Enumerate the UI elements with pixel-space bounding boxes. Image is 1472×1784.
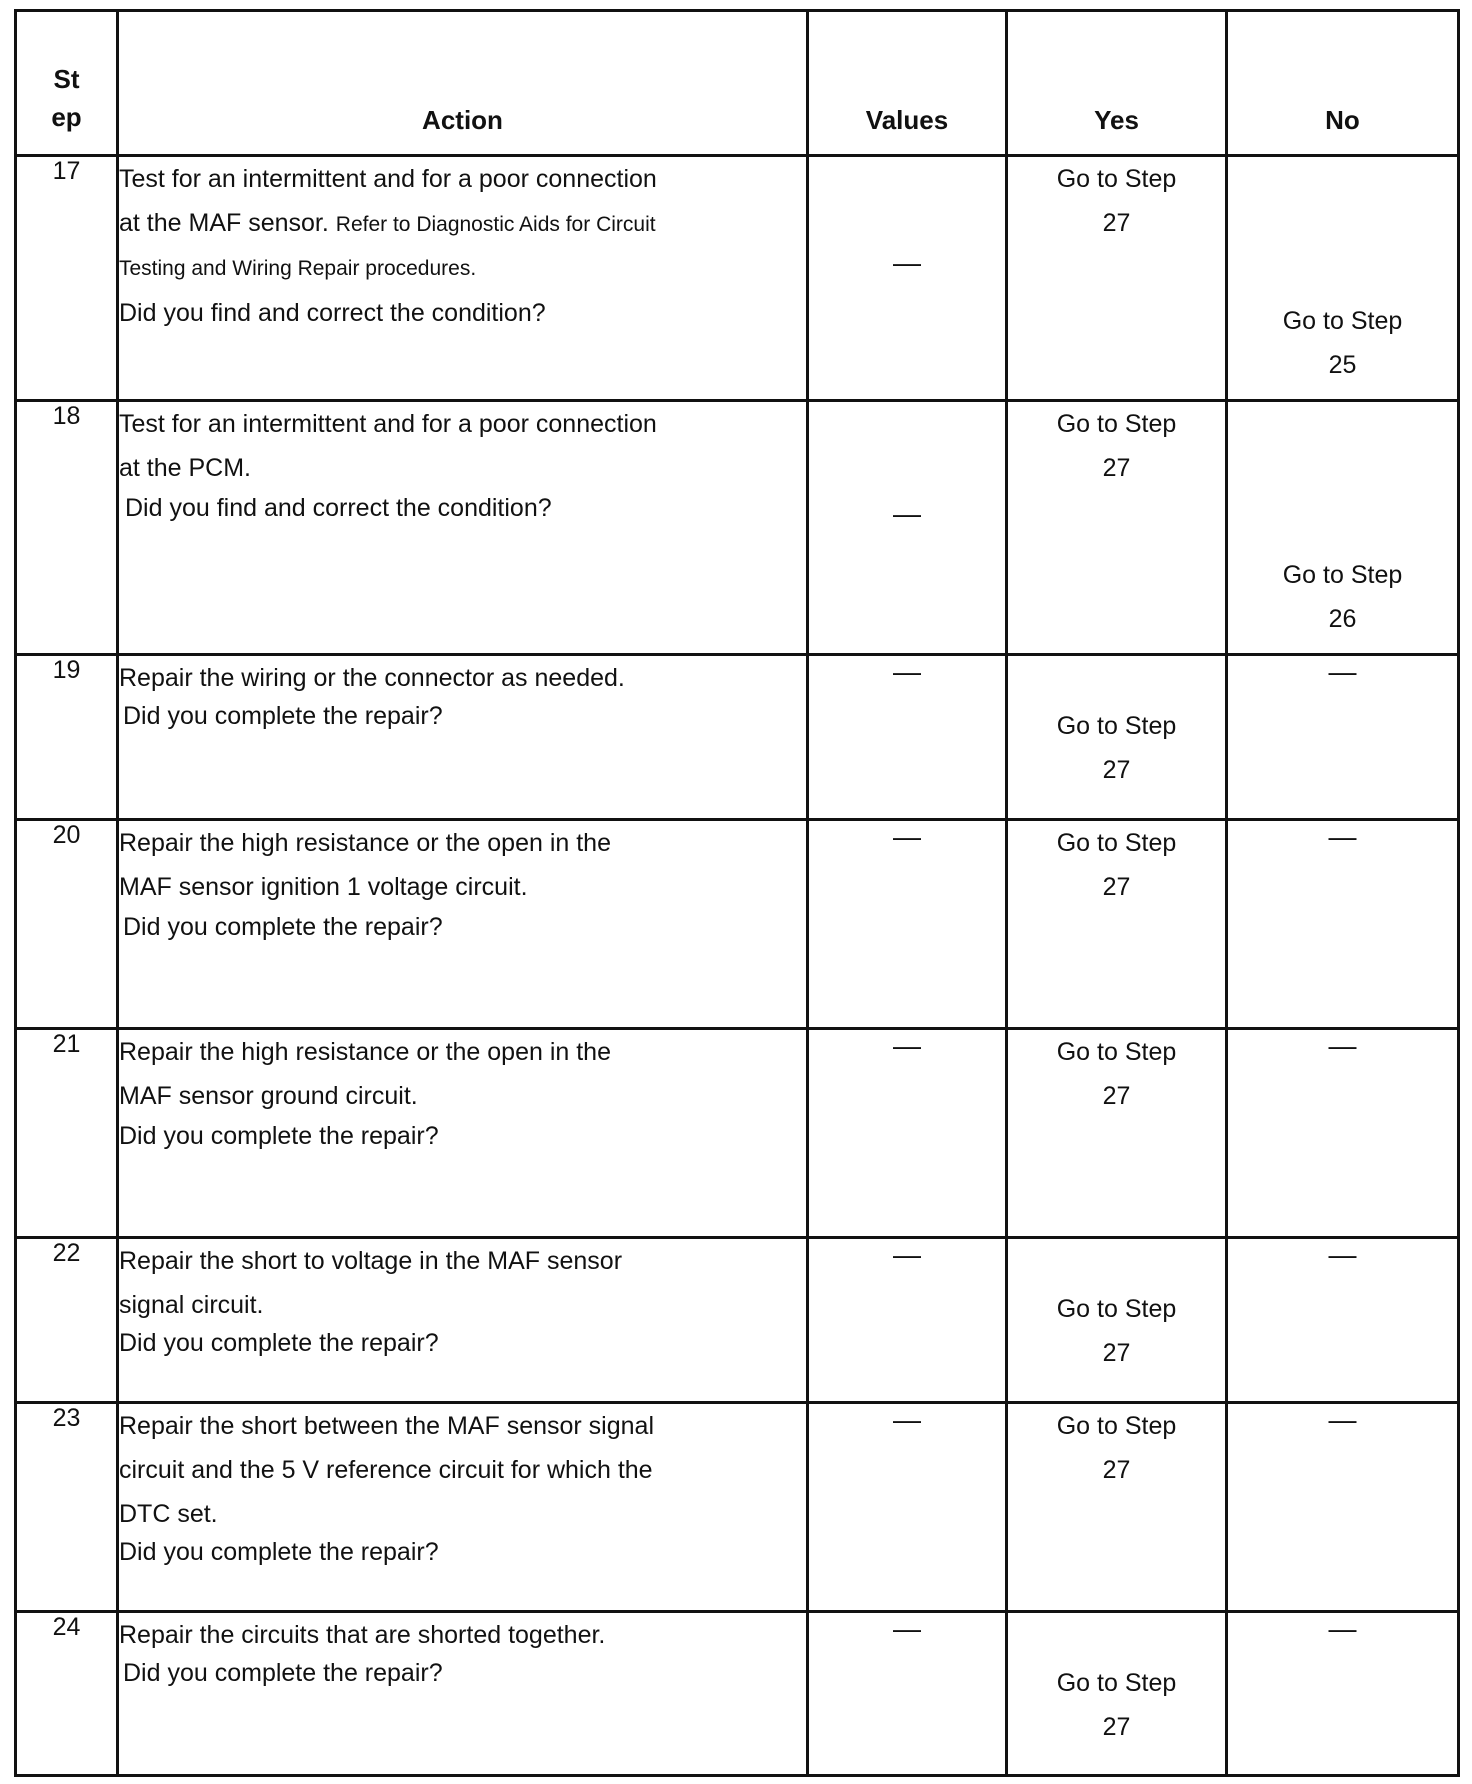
step-cell: 19 <box>16 655 118 820</box>
action-text-small: Refer to Diagnostic Aids for Circuit <box>335 213 656 236</box>
action-line: Did you complete the repair? <box>119 1122 439 1150</box>
yes-cell <box>1007 401 1227 655</box>
action-line: Repair the wiring or the connector as needed. <box>119 664 625 692</box>
action-cell <box>118 1029 808 1238</box>
yes-goto-label: Go to Step <box>1056 829 1177 857</box>
yes-cell <box>1007 156 1227 401</box>
yes-goto-label: Go to Step <box>1056 1668 1177 1697</box>
step-cell: 20 <box>16 820 118 1029</box>
yes-goto-label: Go to Step <box>1056 1295 1177 1323</box>
table-row <box>16 156 1459 401</box>
values-cell: — <box>808 1612 1007 1776</box>
yes-cell <box>1007 655 1227 820</box>
table-row <box>16 1403 1459 1612</box>
yes-cell <box>1007 820 1227 1029</box>
action-line: Did you find and correct the condition? <box>125 494 552 522</box>
no-cell: — <box>1227 820 1459 1029</box>
no-goto-label: Go to Step <box>1282 307 1403 335</box>
values-cell: — <box>808 401 1007 655</box>
yes-goto-step: 27 <box>1102 209 1131 237</box>
values-cell: — <box>808 655 1007 820</box>
header-yes: Yes <box>1007 11 1227 156</box>
action-cell <box>118 156 808 401</box>
action-line: MAF sensor ground circuit. <box>119 1082 418 1110</box>
action-cell <box>118 655 808 820</box>
no-cell: — <box>1227 1238 1459 1403</box>
yes-goto-label: Go to Step <box>1056 165 1177 193</box>
action-line: Repair the high resistance or the open in the <box>119 1038 611 1066</box>
header-step-line-1: St <box>53 64 80 94</box>
no-cell: — <box>1227 1612 1459 1776</box>
yes-goto-step: 27 <box>1102 1082 1131 1110</box>
action-line: Did you complete the repair? <box>119 1538 439 1566</box>
values-cell: — <box>808 1238 1007 1403</box>
action-text: at the MAF sensor. <box>119 209 329 237</box>
yes-goto-label: Go to Step <box>1056 712 1177 740</box>
yes-goto-step: 27 <box>1102 1456 1131 1484</box>
yes-goto-step: 27 <box>1102 1339 1131 1367</box>
yes-goto-step: 27 <box>1102 873 1131 901</box>
yes-cell <box>1007 1403 1227 1612</box>
values-cell: — <box>808 1029 1007 1238</box>
step-cell: 22 <box>16 1238 118 1403</box>
header-step-line-2: ep <box>51 102 82 132</box>
action-cell <box>118 1403 808 1612</box>
action-line: Test for an intermittent and for a poor connection <box>119 165 657 193</box>
action-cell <box>118 1612 808 1776</box>
values-cell: — <box>808 1403 1007 1612</box>
action-line: DTC set. <box>119 1500 218 1528</box>
action-line: at the PCM. <box>119 454 251 482</box>
table-row <box>16 401 1459 655</box>
header-action: Action <box>118 11 808 156</box>
action-line: Did you complete the repair? <box>123 702 443 730</box>
table-row <box>16 820 1459 1029</box>
table-row <box>16 655 1459 820</box>
yes-cell <box>1007 1238 1227 1403</box>
yes-goto-label: Go to Step <box>1056 1412 1177 1440</box>
no-cell: — <box>1227 1403 1459 1612</box>
action-line: Repair the circuits that are shorted together. <box>119 1621 606 1649</box>
step-cell: 18 <box>16 401 118 655</box>
values-cell: — <box>808 820 1007 1029</box>
action-line: MAF sensor ignition 1 voltage circuit. <box>119 873 528 901</box>
yes-goto-step: 27 <box>1102 454 1131 482</box>
action-line: Did you find and correct the condition? <box>119 299 546 327</box>
no-goto-step: 26 <box>1328 605 1357 633</box>
action-line: circuit and the 5 V reference circuit for which the <box>119 1456 653 1484</box>
action-line: Test for an intermittent and for a poor connection <box>119 410 657 438</box>
action-line <box>119 201 806 247</box>
action-line: Did you complete the repair? <box>119 1329 439 1357</box>
yes-goto-label: Go to Step <box>1056 1038 1177 1066</box>
action-cell <box>118 820 808 1029</box>
header-step <box>16 11 118 156</box>
no-cell <box>1227 156 1459 401</box>
step-cell: 17 <box>16 156 118 401</box>
action-line: Testing and Wiring Repair procedures. <box>119 257 477 280</box>
step-cell: 23 <box>16 1403 118 1612</box>
yes-goto-label: Go to Step <box>1056 410 1177 438</box>
action-line: Did you complete the repair? <box>123 913 443 941</box>
action-cell <box>118 1238 808 1403</box>
diagnostic-table <box>14 9 1460 1777</box>
values-cell: — <box>808 156 1007 401</box>
table-row <box>16 1612 1459 1776</box>
action-line: Repair the short between the MAF sensor signal <box>119 1412 654 1440</box>
action-line: signal circuit. <box>119 1291 264 1319</box>
yes-cell <box>1007 1029 1227 1238</box>
step-cell: 21 <box>16 1029 118 1238</box>
no-goto-step: 25 <box>1328 351 1357 379</box>
yes-cell <box>1007 1612 1227 1776</box>
table-row <box>16 1238 1459 1403</box>
action-cell <box>118 401 808 655</box>
yes-goto-step: 27 <box>1102 756 1131 784</box>
action-line: Did you complete the repair? <box>123 1659 443 1687</box>
no-cell: — <box>1227 655 1459 820</box>
step-cell: 24 <box>16 1612 118 1776</box>
action-line: Repair the short to voltage in the MAF sensor <box>119 1247 623 1275</box>
no-cell: — <box>1227 1029 1459 1238</box>
header-no: No <box>1227 11 1459 156</box>
action-line: Repair the high resistance or the open in the <box>119 829 611 857</box>
header-values: Values <box>808 11 1007 156</box>
yes-goto-step: 27 <box>1102 1712 1131 1741</box>
table-row <box>16 1029 1459 1238</box>
no-cell <box>1227 401 1459 655</box>
no-goto-label: Go to Step <box>1282 561 1403 589</box>
header-row <box>16 11 1459 156</box>
